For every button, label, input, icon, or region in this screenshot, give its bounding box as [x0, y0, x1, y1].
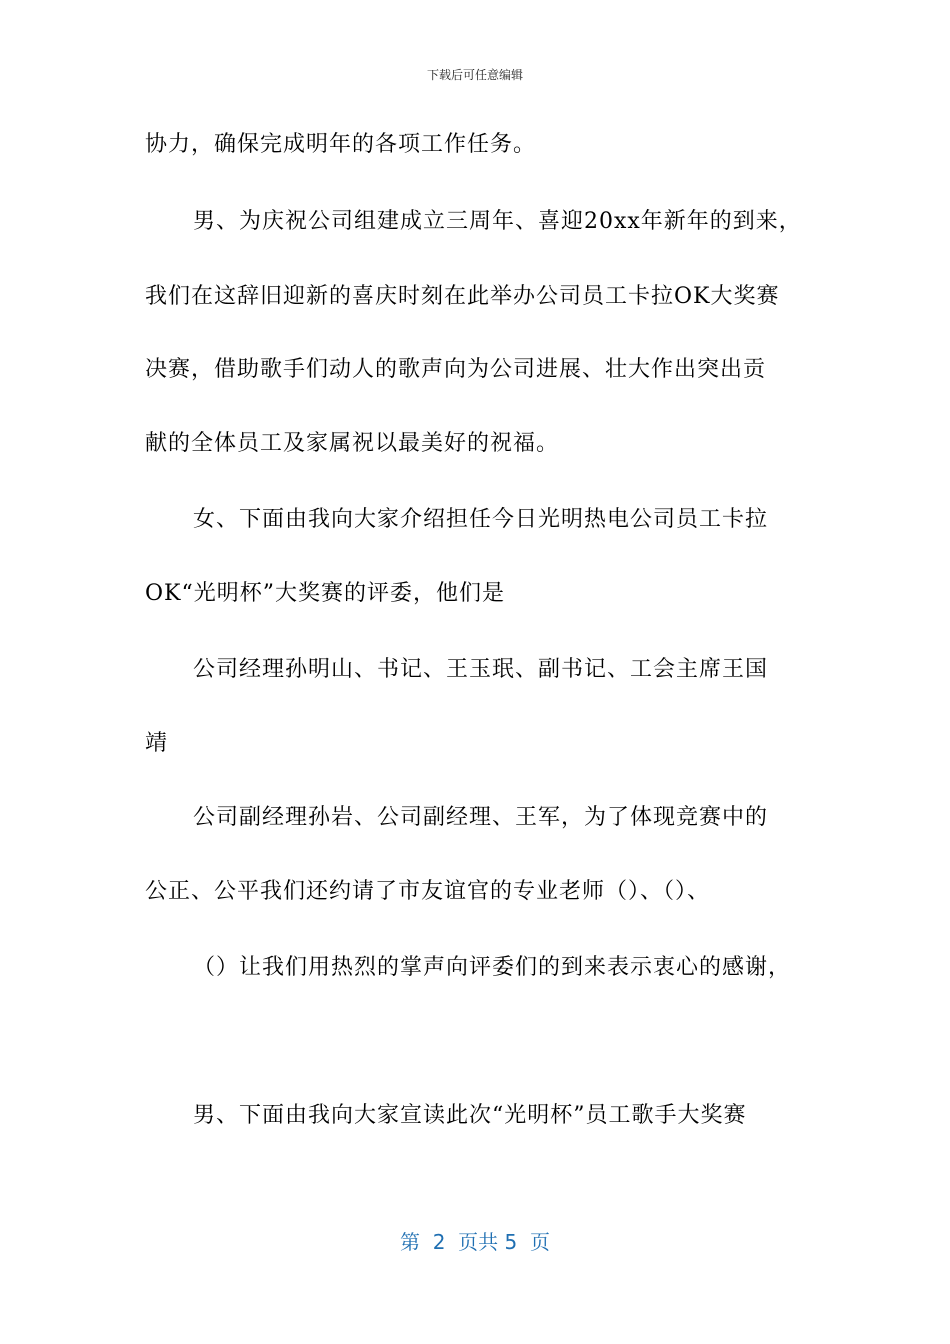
page-footer: 第 2 页共 5 页: [400, 1230, 550, 1254]
body-line-11: 公正、公平我们还约请了市友谊官的专业老师（）、（）、: [145, 879, 711, 904]
body-line-6: 女、下面由我向大家介绍担任今日光明热电公司员工卡拉: [193, 507, 769, 532]
body-line-2: 男、为庆祝公司组建成立三周年、喜迎20xx年新年的到来，: [193, 209, 802, 234]
body-line-3: 我们在这辞旧迎新的喜庆时刻在此举办公司员工卡拉OK大奖赛: [145, 284, 780, 309]
body-line-7: OK“光明杯”大奖赛的评委，他们是: [145, 581, 505, 606]
body-line-12: （）让我们用热烈的掌声向评委们的到来表示衷心的感谢，: [193, 955, 792, 980]
body-line-13: 男、下面由我向大家宣读此次“光明杯”员工歌手大奖赛: [193, 1103, 747, 1128]
body-line-5: 献的全体员工及家属祝以最美好的祝福。: [145, 431, 560, 456]
body-line-10: 公司副经理孙岩、公司副经理、王军，为了体现竞赛中的: [193, 805, 769, 830]
body-line-4: 决赛，借助歌手们动人的歌声向为公司进展、壮大作出突出贡: [145, 357, 767, 382]
body-line-1: 协力，确保完成明年的各项工作任务。: [145, 132, 537, 157]
page-header: 下载后可任意编辑: [426, 68, 523, 82]
body-line-8: 公司经理孙明山、书记、王玉珉、副书记、工会主席王国: [193, 657, 769, 682]
body-line-9: 靖: [145, 731, 169, 756]
